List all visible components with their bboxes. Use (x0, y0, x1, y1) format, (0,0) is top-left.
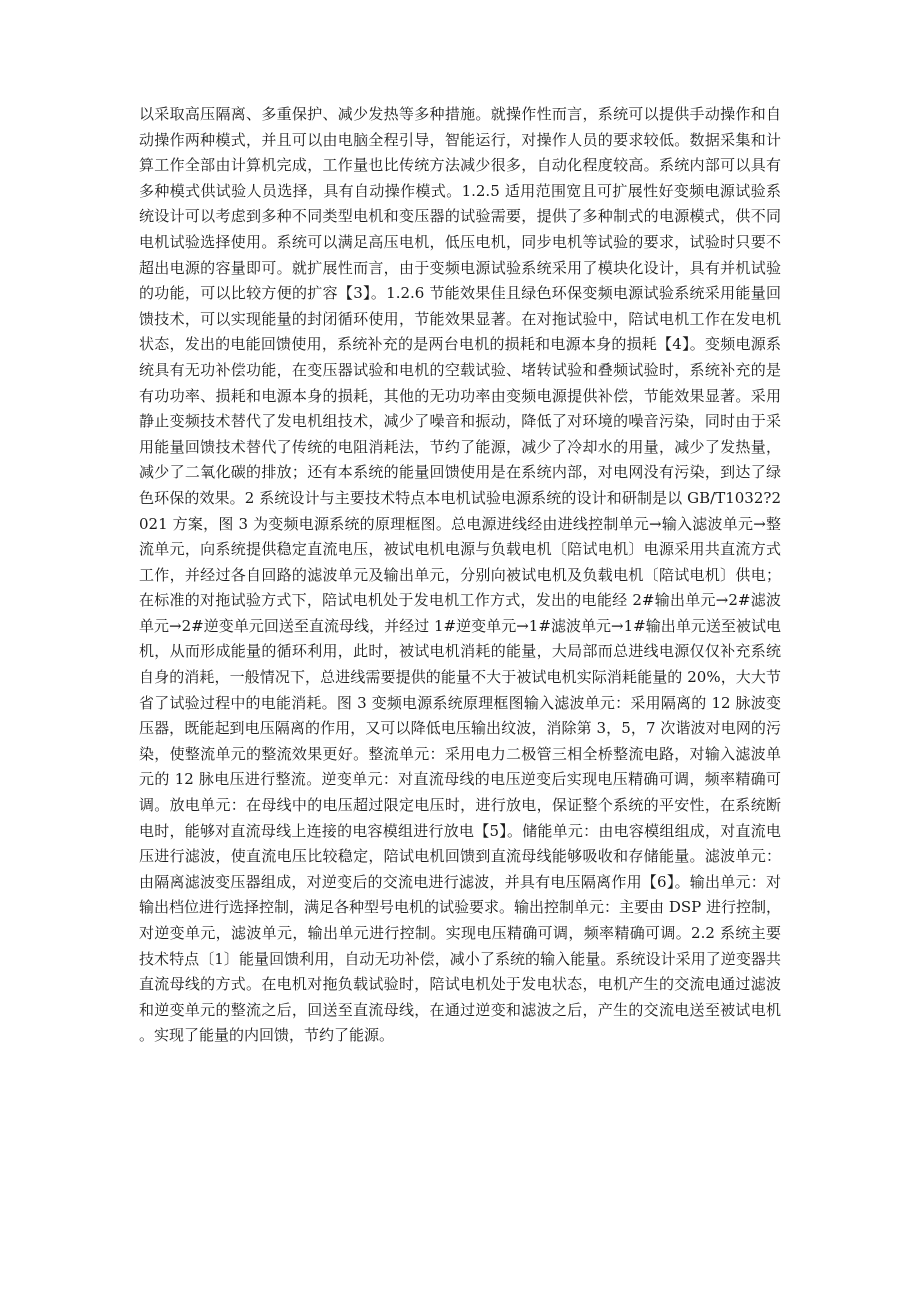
body-paragraph: 以采取高压隔离、多重保护、减少发热等多种措施。就操作性而言，系统可以提供手动操作和自动操作两种模式，并且可以由电脑全程引导，智能运行，对操作人员的要求较低。数据采集和计算工作全部由计算机完成，工作量也比传统方法减少很多，自动化程度较高。系统内部可以具有多种模式供试验人员选择，具有自动操作模式。1.2.5 适用范围宽且可扩展性好变频电源试验系统设计可以考虑到多种不同类型电机和变压器的试验需要，提供了多种制式的电源模式，供不同电机试验选择使用。系统可以满足高压电机，低压电机，同步电机等试验的要求，试验时只要不超出电源的容量即可。就扩展性而言，由于变频电源试验系统采用了模块化设计，具有并机试验的功能，可以比较方便的扩容【3】。1.2.6 节能效果佳且绿色环保变频电源试验系统采用能量回馈技术，可以实现能量的封闭循环使用，节能效果显著。在对拖试验中，陪试电机工作在发电机状态，发出的电能回馈使用，系统补充的是两台电机的损耗和电源本身的损耗【4】。变频电源系统具有无功补偿功能，在变压器试验和电机的空载试验、堵转试验和叠频试验时，系统补充的是有功功率、损耗和电源本身的损耗，其他的无功功率由变频电源提供补偿，节能效果显著。采用静止变频技术替代了发电机组技术，减少了噪音和振动，降低了对环境的噪音污染，同时由于采用能量回馈技术替代了传统的电阻消耗法，节约了能源，减少了冷却水的用量，减少了发热量，减少了二氧化碳的排放；还有本系统的能量回馈使用是在系统内部，对电网没有污染，到达了绿色环保的效果。2 系统设计与主要技术特点本电机试验电源系统的设计和研制是以 GB/T1032?2021 方案，图 3 为变频电源系统的原理框图。总电源进线经由进线控制单元→输入滤波单元→整流单元，向系统提供稳定直流电压，被试电机电源与负载电机〔陪试电机〕电源采用共直流方式工作，并经过各自回路的滤波单元及输出单元，分别向被试电机及负载电机〔陪试电机〕供电；在标准的对拖试验方式下，陪试电机处于发电机工作方式，发出的电能经 2#输出单元→2#滤波单元→2#逆变单元回送至直流母线，并经过 1#逆变单元→1#滤波单元→1#输出单元送至被试电机，从而形成能量的循环利用，此时，被试电机消耗的能量，大局部而总进线电源仅仅补充系统自身的消耗，一般情况下，总进线需要提供的能量不大于被试电机实际消耗能量的 20%，大大节省了试验过程中的电能消耗。图 3 变频电源系统原理框图输入滤波单元：采用隔离的 12 脉波变压器，既能起到电压隔离的作用，又可以降低电压输出纹波，消除第 3，5，7 次谐波对电网的污染，使整流单元的整流效果更好。整流单元：采用电力二极管三相全桥整流电路，对输入滤波单元的 12 脉电压进行整流。逆变单元：对直流母线的电压逆变后实现电压精确可调，频率精确可调。放电单元：在母线中的电压超过限定电压时，进行放电，保证整个系统的平安性，在系统断电时，能够对直流母线上连接的电容模组进行放电【5】。储能单元：由电容模组组成，对直流电压进行滤波，使直流电压比较稳定，陪试电机回馈到直流母线能够吸收和存储能量。滤波单元：由隔离滤波变压器组成，对逆变后的交流电进行滤波，并具有电压隔离作用【6】。输出单元：对输出档位进行选择控制，满足各种型号电机的试验要求。输出控制单元：主要由 DSP 进行控制，对逆变单元，滤波单元，输出单元进行控制。实现电压精确可调，频率精确可调。2.2 系统主要技术特点〔1〕能量回馈利用，自动无功补偿，减小了系统的输入能量。系统设计采用了逆变器共直流母线的方式。在电机对拖负载试验时，陪试电机处于发电状态，电机产生的交流电通过滤波和逆变单元的整流之后，回送至直流母线，在通过逆变和滤波之后，产生的交流电送至被试电机。实现了能量的内回馈，节约了能源。 (139, 105, 781, 1045)
document-page (139, 102, 781, 1049)
